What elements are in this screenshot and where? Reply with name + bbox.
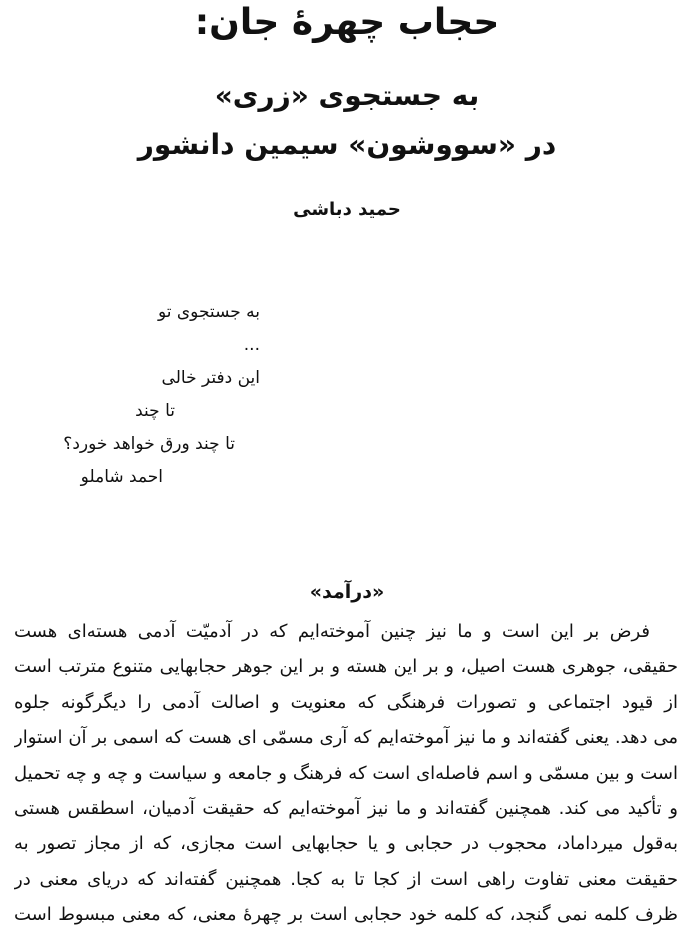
body-line: است و بین مسمّی و اسم فاصله‌ای است که فرهنگ و جامعه و سیاست و چه و چه تحمیل bbox=[14, 762, 678, 784]
body-paragraph bbox=[14, 614, 678, 933]
author-name: حمید دباشی bbox=[293, 199, 401, 220]
body-line: و تأکید می کند. همچنین گفته‌اند و ما نیز آموخته‌ایم که حقیقت آدمیان، اسطقس هستی bbox=[14, 798, 678, 820]
section-heading: «درآمد» bbox=[309, 581, 385, 603]
poem-line: تا چند ورق خواهد خورد؟ bbox=[63, 434, 235, 454]
body-line: از قیود اجتماعی و تصورات فرهنگی که معنویت و اصالت آدمی را دیگرگونه جلوه bbox=[14, 691, 678, 713]
body-line: ظرف کلمه نمی گنجد، که کلمه خود حجابی است بر چهرهٔ معنی، که معنی مبسوط است bbox=[14, 904, 678, 926]
body-line: حقیقت معنی تفاوت راهی است از کجا تا به کجا. همچنین گفته‌اند که دریای معنی در bbox=[14, 868, 678, 890]
body-line: به‌قول میرداماد، محجوب در حجابی و یا حجابهایی است مجازی، که از مجاز تصور به bbox=[14, 833, 678, 855]
poem-attribution: احمد شاملو bbox=[80, 467, 163, 487]
article-subtitle-line-2: در «سووشون» سیمین دانشور bbox=[137, 128, 557, 161]
epigraph-poem bbox=[18, 296, 260, 494]
poem-ellipsis: ... bbox=[243, 335, 260, 355]
poem-line: به جستجوی تو bbox=[157, 302, 260, 322]
body-line: حقیقی، جوهری هست اصیل، و بر این هسته و بر این جوهر حجابهایی متنوع مترتب است bbox=[14, 656, 678, 678]
article-subtitle-line-1: به جستجوی «زری» bbox=[214, 79, 480, 112]
body-line: می دهد. یعنی گفته‌اند و ما نیز آموخته‌ایم که آری مسمّی ای هست که اسمی بر آن استوار bbox=[14, 727, 678, 749]
poem-line: این دفتر خالی bbox=[161, 368, 260, 388]
article-title: حجاب چهرهٔ جان: bbox=[194, 2, 500, 43]
poem-line: تا چند bbox=[135, 401, 175, 421]
body-line: فرض بر این است و ما نیز چنین آموخته‌ایم که در آدمیّت آدمی هسته‌ای هست bbox=[14, 621, 650, 642]
